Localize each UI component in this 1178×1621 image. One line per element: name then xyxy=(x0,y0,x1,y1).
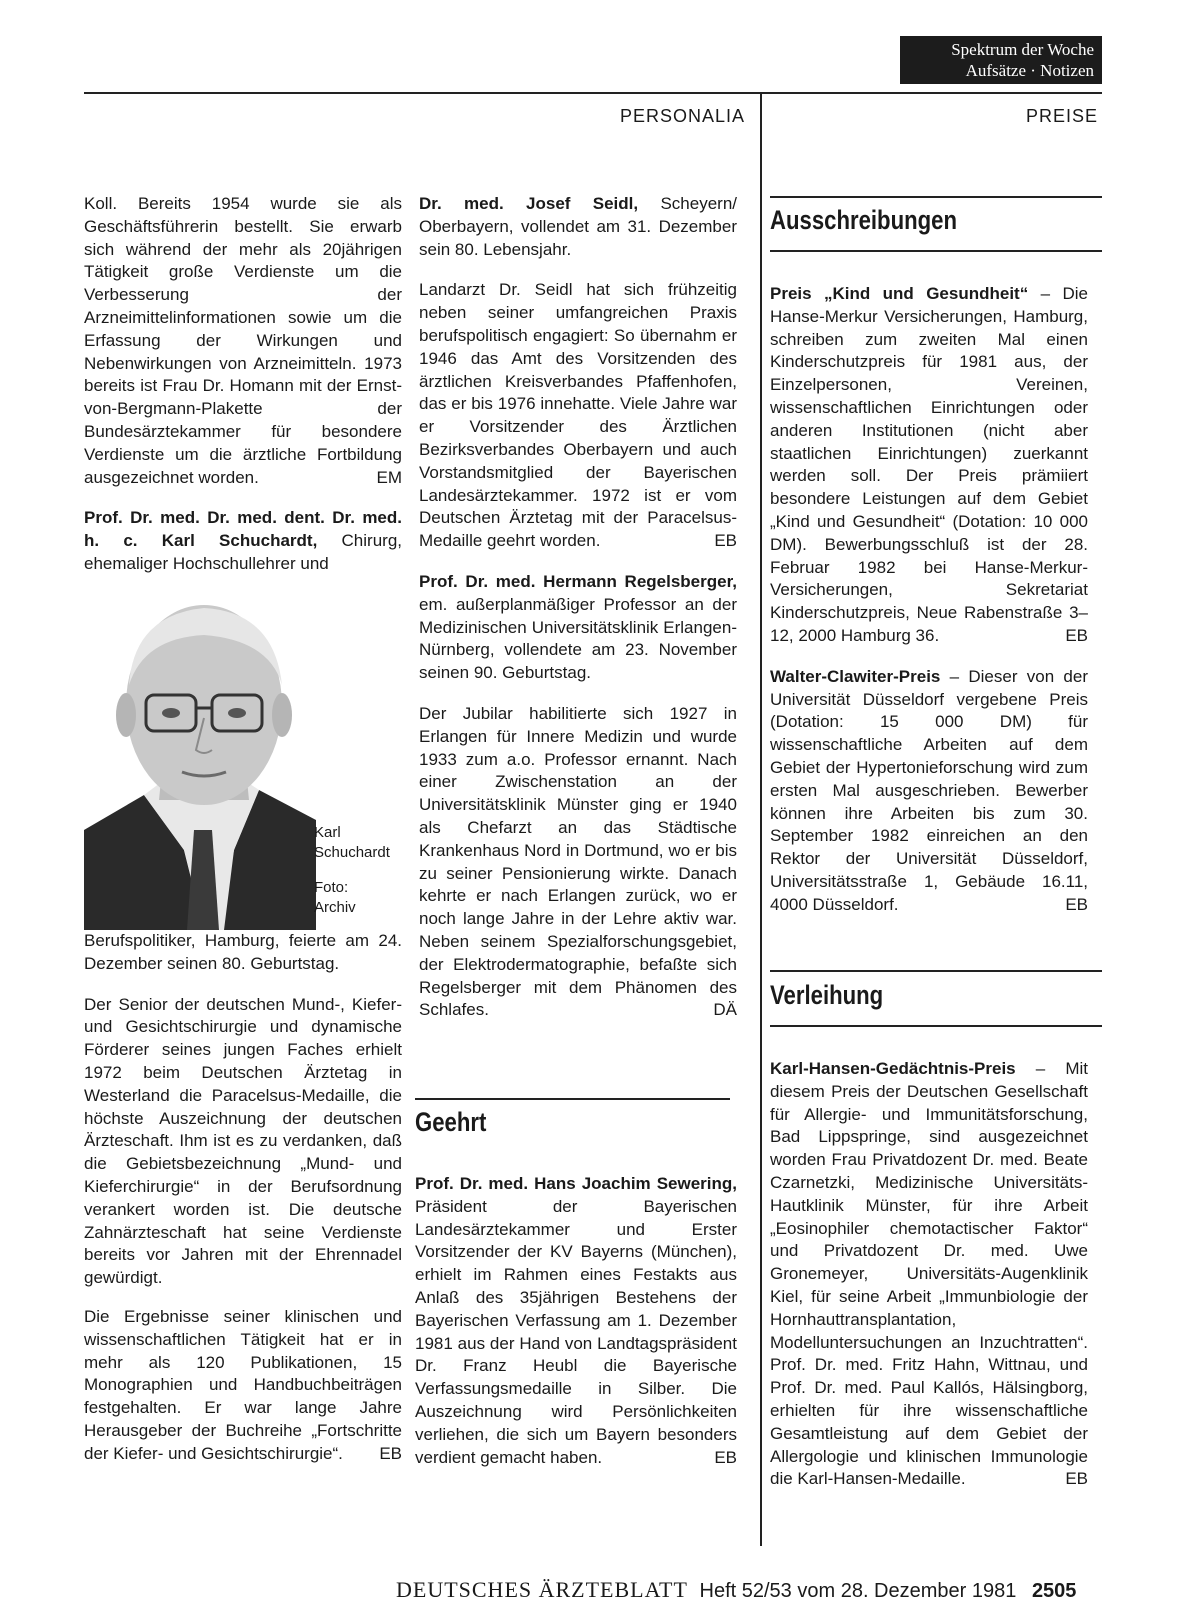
paragraph: Die Ergebnisse seiner klinischen und wissenschaftlichen Tätigkeit hat er in mehr als 120 Publikationen, 15 Monographien und Handbuchbeiträgen festgehalten. Er war lange Jahre Herausgeber der Buchreihe „Fortschritte der Kiefer- und Gesichtschirurgie“. xyxy=(84,1306,402,1463)
author-initials: EB xyxy=(1065,625,1088,645)
verleihung-bottom-rule xyxy=(770,1025,1102,1027)
paragraph: em. außerplanmäßiger Professor an der Medizinischen Universitätsklinik Erlangen-Nürnberg, vollendete am 23. November seinen 90. Geburtstag. xyxy=(419,594,737,683)
author-initials: EB xyxy=(714,1447,737,1467)
column-2 xyxy=(419,193,737,1040)
author-initials: EB xyxy=(1065,1469,1088,1489)
paragraph: Landarzt Dr. Seidl hat sich frühzeitig neben seiner umfangreichen Praxis berufspolitisch engagiert: So übernahm er 1946 das Amt des Vorsitzenden des ärztlichen Kreisverbandes Pfaffenhofen, das er bis 1976 innehatte. Viele Jahre war er Vorsitzender des Ärztlichen Bezirksverbandes Oberbayern und auch Vorstandsmitglied der Bayerischen Landesärztekammer. 1972 ist er vom Deutschen Ärztetag mit der Paracelsus-Medaille geehrt worden. xyxy=(419,280,737,551)
portrait-image xyxy=(84,600,316,930)
person-name: Prof. Dr. med. Dr. med. dent. Dr. med. h. c. Karl Schuchardt, xyxy=(84,508,402,551)
page-footer xyxy=(396,1577,1076,1603)
top-rule xyxy=(84,92,1102,94)
author-initials: EB xyxy=(714,531,737,551)
section-label-preise: PREISE xyxy=(1026,106,1099,126)
column-2-lower xyxy=(415,1173,737,1487)
portrait-photo xyxy=(84,600,316,930)
prize-name: Walter-Clawiter-Preis xyxy=(770,666,941,686)
column-3-lower xyxy=(770,1058,1088,1509)
person-name: Dr. med. Josef Seidl, xyxy=(419,194,639,213)
author-initials: DÄ xyxy=(713,1000,737,1020)
issue-info: Heft 52/53 vom 28. Dezember 1981 xyxy=(699,1580,1017,1602)
prize-name: Karl-Hansen-Gedächtnis-Preis xyxy=(770,1059,1016,1078)
journal-name: DEUTSCHES ÄRZTEBLATT xyxy=(396,1577,688,1602)
author-initials: EM xyxy=(376,467,402,487)
page-number: 2505 xyxy=(1031,1580,1077,1602)
header-line-1: Spektrum der Woche xyxy=(951,40,1094,59)
section-header-box xyxy=(900,36,1102,84)
heading-ausschreibungen: Ausschreibungen xyxy=(770,205,957,235)
paragraph: Präsident der Bayerischen Landesärztekammer und Erster Vorsitzender der KV Bayerns (München), erhielt im Rahmen eines Festakts aus Anlaß des 35jährigen Bestehens der Bayerischen Verfassung am 1. Dezember 1981 aus der Hand von Landtagspräsident Dr. Franz Heubl die Bayerische Verfassungsmedaille in Silber. Die Auszeichnung wird Persönlichkeiten verliehen, die sich um Bayern besonders verdient gemacht haben. xyxy=(415,1196,737,1467)
verleihung-top-rule xyxy=(770,970,1102,972)
paragraph: Koll. Bereits 1954 wurde sie als Geschäftsführerin bestellt. Sie erwarb sich während der mehr als 20jährigen Tätigkeit große Verdienste um die Verbesserung der Arzneimittelinformationen sowie um die Erfassung der Wirkungen und Nebenwirkungen von Arzneimitteln. 1973 bereits ist Frau Dr. Homann mit der Ernst-von-Bergmann-Plakette der Bundesärztekammer für besondere Verdienste um die ärztliche Fortbildung ausgezeichnet worden. xyxy=(84,194,402,487)
heading-verleihung: Verleihung xyxy=(770,980,884,1010)
person-name: Prof. Dr. med. Hermann Regelsberger, xyxy=(419,571,737,591)
column-1-continued xyxy=(84,930,402,1484)
column-divider xyxy=(760,94,762,1546)
prize-name: Preis „Kind und Gesundheit“ xyxy=(770,284,1029,303)
section-label-personalia: PERSONALIA xyxy=(620,106,746,126)
person-name: Prof. Dr. med. Hans Joachim Sewering, xyxy=(415,1174,737,1193)
paragraph: Der Senior der deutschen Mund-, Kiefer- und Gesichtschirurgie und dynamische Förderer seines jungen Faches erhielt 1972 beim Deutschen Ärztetag in Westerland die Paracelsus-Medaille, die höchste Auszeichnung der deutschen Ärzteschaft. Ihm ist es zu verdanken, daß die Gebietsbezeichnung „Mund- und Kieferchirurgie“ in der Berufsordnung verankert worden ist. Die deutsche Zahnärzteschaft hat seine Verdienste bereits vor Jahren mit der Ehrennadel gewürdigt. xyxy=(84,994,402,1288)
geehrt-rule xyxy=(415,1098,730,1100)
photo-caption-credit: Foto: Archiv xyxy=(314,879,356,916)
column-1 xyxy=(84,193,402,594)
paragraph: Der Jubilar habilitierte sich 1927 in Erlangen für Innere Medizin und wurde 1933 zum a.o. Professor ernannt. Nach einer Zwischenstation an der Universitätsklinik Münster ging er 1940 als Chefarzt an das Städtische Krankenhaus Nord in Dortmund, wo er bis zu seiner Pensionierung wirkte. Danach kehrte er nach Erlangen zurück, wo er noch lange Jahre in der Lehre aktiv war. Neben seinem Spezialforschungsgebiet, der Elektrodermatographie, befaßte sich Regelsberger mit dem Phänomen des Schlafes. xyxy=(419,703,737,1020)
paragraph: – Die Hanse-Merkur Versicherungen, Hamburg, schreiben zum zweiten Mal einen Kinderschutzpreis für 1981 aus, der Einzelpersonen, Vereinen, wissenschaftlichen Einrichtungen oder anderen Institutionen (nicht aber staatlichen Einrichtungen) zuerkannt werden soll. Der Preis prämiiert besondere Leistungen auf dem Gebiet „Kind und Gesundheit“ (Dotation: 10 000 DM). Bewerbungsschluß ist der 28. Februar 1982 bei Hanse-Merkur-Versicherungen, Sekretariat Kinderschutzpreis, Neue Rabenstraße 3–12, 2000 Hamburg 36. xyxy=(770,284,1089,645)
author-initials: EB xyxy=(379,1443,402,1463)
header-line-2: Aufsätze · Notizen xyxy=(965,61,1094,80)
paragraph: Berufspolitiker, Hamburg, feierte am 24. Dezember seinen 80. Geburtstag. xyxy=(84,931,402,973)
paragraph: Chirurg, ehemaliger Hochschullehrer und xyxy=(84,531,402,573)
ausschreibungen-top-rule xyxy=(770,196,1102,198)
column-3 xyxy=(770,283,1088,935)
heading-geehrt: Geehrt xyxy=(415,1107,487,1137)
paragraph: – Mit diesem Preis der Deutschen Gesellschaft für Allergie- und Immunitätsforschung, Bad Lippspringe, sind ausgezeichnet worden Frau Privatdozent Dr. med. Beate Czarnetzki, Medizinische Universitäts-Hautklinik Münster, für ihre Arbeit „Eosinophiler chemotactischer Faktor“ und Privatdozent Dr. med. Uwe Gronemeyer, Universitäts-Augenklinik Kiel, für seine Arbeit „Immunbiologie der Hornhauttransplantation, Modelluntersuchungen an Inzuchtratten“. Prof. Dr. med. Fritz Hahn, Wittnau, und Prof. Dr. med. Paul Kallós, Hälsingborg, erhielten für ihre wissenschaftliche Gesamtleistung auf dem Gebiet der Allergologie und klinischen Immunologie die Karl-Hansen-Medaille. xyxy=(770,1059,1088,1489)
photo-caption-name: Karl Schuchardt xyxy=(314,824,390,861)
ausschreibungen-bottom-rule xyxy=(770,250,1102,252)
paragraph: – Dieser von der Universität Düsseldorf vergebene Preis (Dotation: 15 000 DM) für wissenschaftliche Arbeiten auf dem Gebiet der Hypertonieforschung wird zum ersten Mal ausgeschrieben. Bewerber können ihre Arbeiten bis zum 30. September 1982 einreichen an den Rektor der Universität Düsseldorf, Universitätsstraße 1, Gebäude 16.11, 4000 Düsseldorf. xyxy=(770,666,1088,914)
paragraph: Scheyern/ Oberbayern, vollendet am 31. Dezember sein 80. Lebensjahr. xyxy=(419,194,737,259)
author-initials: EB xyxy=(1065,894,1088,914)
